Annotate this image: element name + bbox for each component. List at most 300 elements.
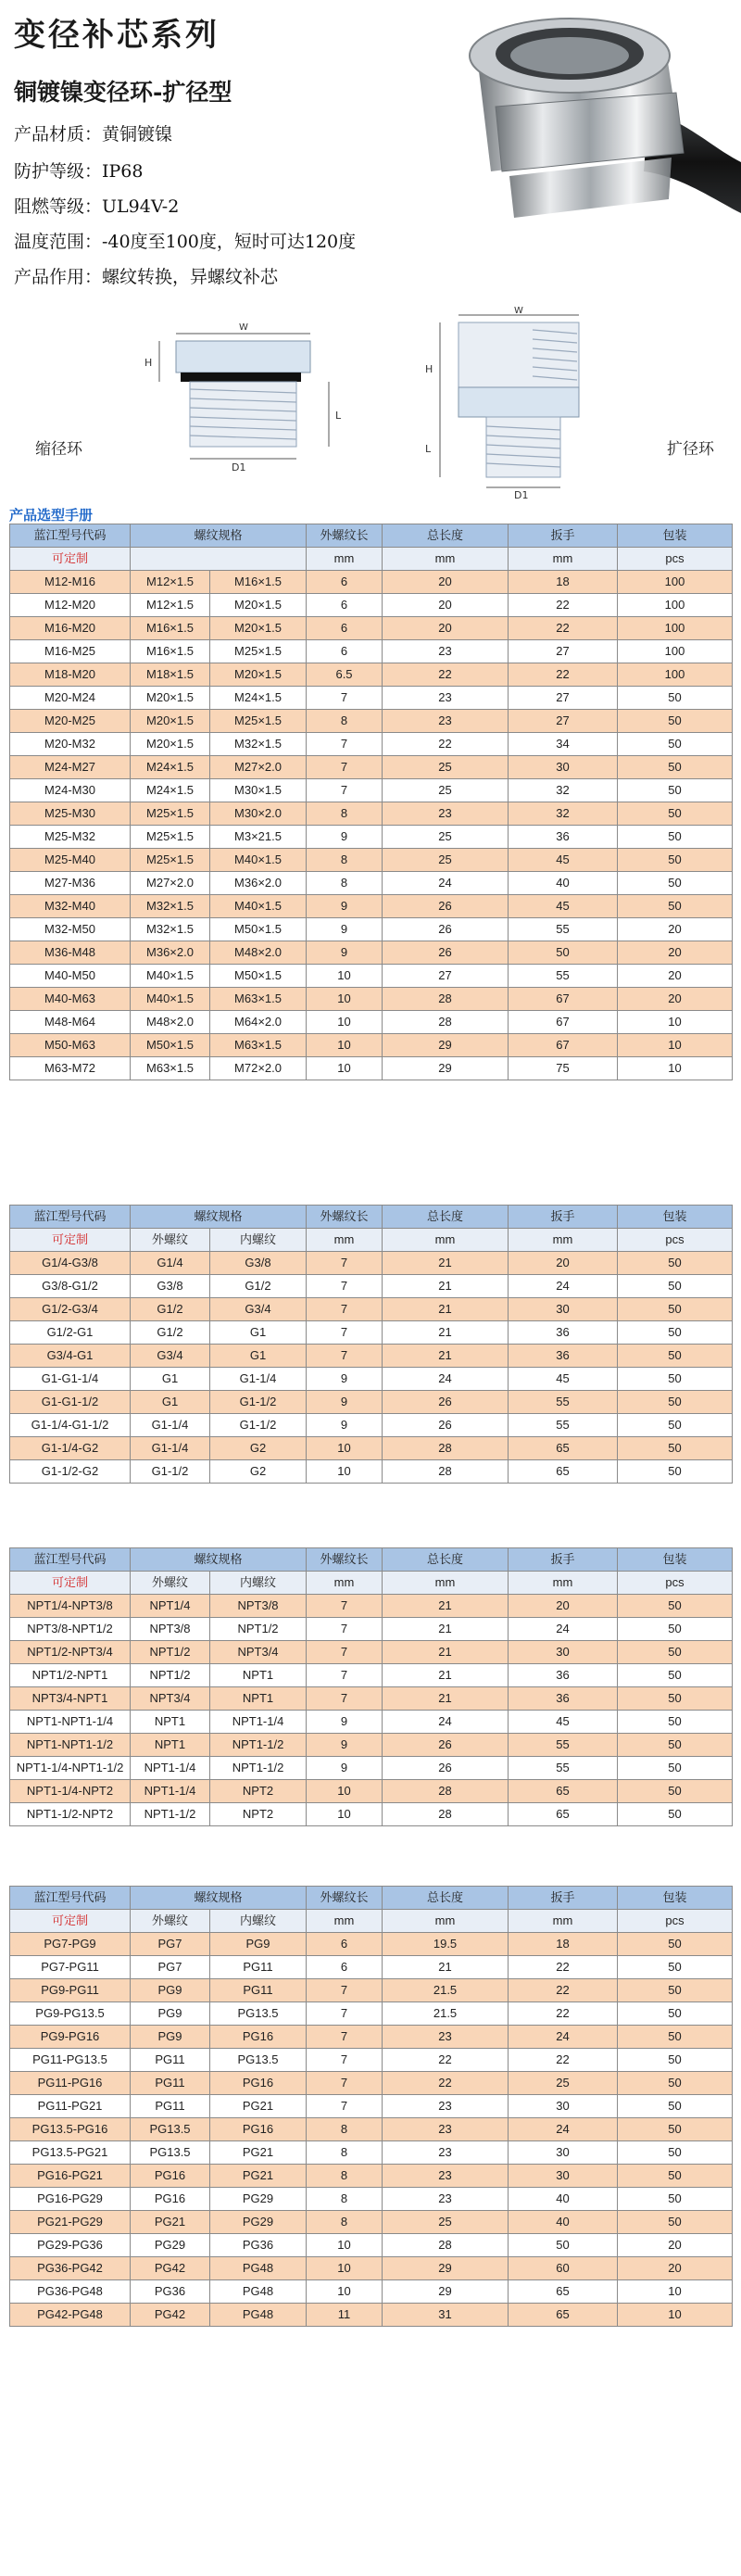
table-row	[10, 2118, 733, 2141]
inner-thread-cell: PG13.5	[210, 2002, 307, 2026]
custom-label: 可定制	[10, 548, 131, 571]
total-len-cell: 26	[383, 1734, 509, 1757]
model-cell: NPT1/2-NPT3/4	[10, 1641, 131, 1664]
header-wrench: 扳手	[509, 1887, 618, 1910]
pack-cell: 50	[618, 2049, 733, 2072]
total-len-cell: 23	[383, 687, 509, 710]
table-row	[10, 1979, 733, 2002]
header-pack: 包装	[618, 524, 733, 548]
inner-thread-cell: NPT1-1/2	[210, 1734, 307, 1757]
model-cell: M12-M20	[10, 594, 131, 617]
ext-len-cell: 9	[307, 1711, 383, 1734]
table-row	[10, 1391, 733, 1414]
outer-thread-cell: PG16	[131, 2188, 210, 2211]
outer-thread-cell: NPT1	[131, 1734, 210, 1757]
pack-cell: 100	[618, 617, 733, 640]
ext-len-cell: 9	[307, 1391, 383, 1414]
inner-thread-cell: G2	[210, 1460, 307, 1484]
spec-label: 产品材质：	[14, 124, 103, 145]
total-len-cell: 21	[383, 1595, 509, 1618]
inner-thread-cell: M24×1.5	[210, 687, 307, 710]
header-model: 蓝江型号代码	[10, 1206, 131, 1229]
pack-cell: 50	[618, 895, 733, 918]
total-len-cell: 29	[383, 2257, 509, 2280]
outer-thread-cell: M18×1.5	[131, 663, 210, 687]
header-outer: 外螺纹	[131, 1910, 210, 1933]
model-cell: M20-M25	[10, 710, 131, 733]
model-cell: PG16-PG21	[10, 2165, 131, 2188]
model-cell: G1-1/4-G2	[10, 1437, 131, 1460]
ext-len-cell: 7	[307, 1252, 383, 1275]
pack-cell: 50	[618, 1803, 733, 1826]
table-row	[10, 2095, 733, 2118]
pack-cell: 50	[618, 710, 733, 733]
total-len-cell: 21	[383, 1687, 509, 1711]
ext-len-cell: 10	[307, 2234, 383, 2257]
table-header-row	[10, 1887, 733, 1910]
model-cell: M40-M50	[10, 965, 131, 988]
inner-thread-cell: PG16	[210, 2072, 307, 2095]
spec-value: UL94V-2	[102, 196, 180, 217]
outer-thread-cell: M12×1.5	[131, 571, 210, 594]
wrench-cell: 65	[509, 2280, 618, 2304]
thread-sub-empty	[131, 548, 307, 571]
inner-thread-cell: M72×2.0	[210, 1057, 307, 1080]
pack-cell: 50	[618, 1618, 733, 1641]
ext-len-cell: 7	[307, 2049, 383, 2072]
header-model: 蓝江型号代码	[10, 524, 131, 548]
pack-cell: 10	[618, 1034, 733, 1057]
spec-material	[14, 120, 172, 145]
unit-mm: mm	[383, 1229, 509, 1252]
total-len-cell: 25	[383, 779, 509, 802]
wrench-cell: 67	[509, 1011, 618, 1034]
inner-thread-cell: M20×1.5	[210, 663, 307, 687]
inner-thread-cell: G3/4	[210, 1298, 307, 1321]
outer-thread-cell: PG16	[131, 2165, 210, 2188]
total-len-cell: 24	[383, 1711, 509, 1734]
model-cell: M12-M16	[10, 571, 131, 594]
table-row	[10, 779, 733, 802]
total-len-cell: 22	[383, 663, 509, 687]
model-cell: NPT3/8-NPT1/2	[10, 1618, 131, 1641]
inner-thread-cell: G1	[210, 1321, 307, 1345]
wrench-cell: 67	[509, 988, 618, 1011]
unit-mm: mm	[509, 1910, 618, 1933]
pack-cell: 50	[618, 1711, 733, 1734]
table-row	[10, 849, 733, 872]
wrench-cell: 24	[509, 1618, 618, 1641]
total-len-cell: 22	[383, 733, 509, 756]
ext-len-cell: 7	[307, 1298, 383, 1321]
model-cell: NPT1-1/4-NPT1-1/2	[10, 1757, 131, 1780]
table-row	[10, 1734, 733, 1757]
wrench-cell: 30	[509, 756, 618, 779]
header-wrench: 扳手	[509, 524, 618, 548]
table-row	[10, 733, 733, 756]
outer-thread-cell: PG21	[131, 2211, 210, 2234]
table-row	[10, 2188, 733, 2211]
spec-value: IP68	[102, 161, 144, 182]
outer-thread-cell: PG13.5	[131, 2141, 210, 2165]
wrench-cell: 22	[509, 663, 618, 687]
outer-thread-cell: PG9	[131, 2026, 210, 2049]
table-row	[10, 1664, 733, 1687]
reducer-caption: 缩径环	[35, 440, 82, 459]
model-cell: M25-M30	[10, 802, 131, 826]
total-len-cell: 21	[383, 1252, 509, 1275]
inner-thread-cell: PG16	[210, 2026, 307, 2049]
pack-cell: 100	[618, 663, 733, 687]
total-len-cell: 23	[383, 2165, 509, 2188]
outer-thread-cell: G1/4	[131, 1252, 210, 1275]
wrench-cell: 24	[509, 2118, 618, 2141]
header-inner: 内螺纹	[210, 1572, 307, 1595]
ext-len-cell: 6.5	[307, 663, 383, 687]
outer-thread-cell: M36×2.0	[131, 941, 210, 965]
outer-thread-cell: NPT1-1/4	[131, 1780, 210, 1803]
pack-cell: 50	[618, 1595, 733, 1618]
inner-thread-cell: PG48	[210, 2257, 307, 2280]
inner-thread-cell: PG29	[210, 2211, 307, 2234]
total-len-cell: 20	[383, 594, 509, 617]
outer-thread-cell: PG42	[131, 2257, 210, 2280]
unit-mm: mm	[383, 548, 509, 571]
outer-thread-cell: G3/8	[131, 1275, 210, 1298]
wrench-cell: 45	[509, 849, 618, 872]
metric-table	[9, 524, 733, 1080]
ext-len-cell: 9	[307, 1414, 383, 1437]
ext-len-cell: 8	[307, 2141, 383, 2165]
unit-mm: mm	[383, 1910, 509, 1933]
wrench-cell: 40	[509, 2188, 618, 2211]
inner-thread-cell: PG21	[210, 2141, 307, 2165]
model-cell: M63-M72	[10, 1057, 131, 1080]
wrench-cell: 65	[509, 1460, 618, 1484]
wrench-cell: 30	[509, 2095, 618, 2118]
table-row	[10, 1780, 733, 1803]
reducer-diagram	[139, 315, 352, 473]
pack-cell: 50	[618, 1780, 733, 1803]
total-len-cell: 29	[383, 1034, 509, 1057]
header-inner: 内螺纹	[210, 1229, 307, 1252]
total-len-cell: 28	[383, 1460, 509, 1484]
inner-thread-cell: M20×1.5	[210, 617, 307, 640]
table-row	[10, 617, 733, 640]
wrench-cell: 50	[509, 941, 618, 965]
wrench-cell: 30	[509, 2141, 618, 2165]
ext-len-cell: 10	[307, 2257, 383, 2280]
table-row	[10, 756, 733, 779]
outer-thread-cell: M25×1.5	[131, 802, 210, 826]
table-row	[10, 1321, 733, 1345]
wrench-cell: 60	[509, 2257, 618, 2280]
model-cell: M18-M20	[10, 663, 131, 687]
model-cell: M24-M30	[10, 779, 131, 802]
header-model: 蓝江型号代码	[10, 1548, 131, 1572]
model-cell: PG9-PG13.5	[10, 2002, 131, 2026]
inner-thread-cell: PG36	[210, 2234, 307, 2257]
dim-w-label: W	[239, 322, 248, 333]
pack-cell: 50	[618, 1979, 733, 2002]
total-len-cell: 20	[383, 571, 509, 594]
pack-cell: 50	[618, 1734, 733, 1757]
pack-cell: 50	[618, 733, 733, 756]
header-pack: 包装	[618, 1548, 733, 1572]
unit-pcs: pcs	[618, 1910, 733, 1933]
pack-cell: 50	[618, 1321, 733, 1345]
model-cell: G1-1/4-G1-1/2	[10, 1414, 131, 1437]
ext-len-cell: 7	[307, 1345, 383, 1368]
ext-len-cell: 7	[307, 1275, 383, 1298]
outer-thread-cell: PG9	[131, 1979, 210, 2002]
model-cell: NPT1-1/4-NPT2	[10, 1780, 131, 1803]
ext-len-cell: 7	[307, 1664, 383, 1687]
total-len-cell: 21	[383, 1275, 509, 1298]
dim-w-label: W	[514, 306, 523, 316]
header-thread-spec: 螺纹规格	[131, 524, 307, 548]
total-len-cell: 23	[383, 2141, 509, 2165]
total-len-cell: 21.5	[383, 1979, 509, 2002]
inner-thread-cell: G1-1/2	[210, 1391, 307, 1414]
table-row	[10, 1368, 733, 1391]
ext-len-cell: 7	[307, 756, 383, 779]
model-cell: G1-G1-1/4	[10, 1368, 131, 1391]
unit-pcs: pcs	[618, 1229, 733, 1252]
wrench-cell: 27	[509, 640, 618, 663]
table-row	[10, 687, 733, 710]
header-inner: 内螺纹	[210, 1910, 307, 1933]
ext-len-cell: 7	[307, 2026, 383, 2049]
wrench-cell: 34	[509, 733, 618, 756]
outer-thread-cell: M24×1.5	[131, 779, 210, 802]
pack-cell: 50	[618, 2095, 733, 2118]
ext-len-cell: 6	[307, 617, 383, 640]
inner-thread-cell: M30×2.0	[210, 802, 307, 826]
ext-len-cell: 7	[307, 733, 383, 756]
outer-thread-cell: NPT1/4	[131, 1595, 210, 1618]
dim-d1-label: D1	[514, 489, 529, 500]
inner-thread-cell: G1-1/4	[210, 1368, 307, 1391]
pack-cell: 50	[618, 756, 733, 779]
unit-mm: mm	[509, 1229, 618, 1252]
ext-len-cell: 8	[307, 2118, 383, 2141]
header-thread-spec: 螺纹规格	[131, 1887, 307, 1910]
inner-thread-cell: G1/2	[210, 1275, 307, 1298]
total-len-cell: 23	[383, 2188, 509, 2211]
dim-h-label: H	[144, 357, 153, 369]
unit-mm: mm	[383, 1572, 509, 1595]
inner-thread-cell: M25×1.5	[210, 710, 307, 733]
unit-mm: mm	[307, 548, 383, 571]
pack-cell: 50	[618, 1437, 733, 1460]
table-row	[10, 1641, 733, 1664]
total-len-cell: 21	[383, 1321, 509, 1345]
table-row	[10, 1057, 733, 1080]
table-subheader-row	[10, 1572, 733, 1595]
total-len-cell: 26	[383, 1757, 509, 1780]
pack-cell: 50	[618, 1275, 733, 1298]
pack-cell: 10	[618, 1057, 733, 1080]
table-row	[10, 1345, 733, 1368]
outer-thread-cell: PG11	[131, 2049, 210, 2072]
pack-cell: 20	[618, 918, 733, 941]
table-row	[10, 1011, 733, 1034]
ext-len-cell: 7	[307, 1595, 383, 1618]
wrench-cell: 30	[509, 1298, 618, 1321]
product-subtitle: 铜镀镍变径环-扩径型	[14, 79, 232, 106]
unit-mm: mm	[307, 1910, 383, 1933]
table-row	[10, 1595, 733, 1618]
outer-thread-cell: G1-1/4	[131, 1414, 210, 1437]
total-len-cell: 28	[383, 988, 509, 1011]
table-row	[10, 1437, 733, 1460]
wrench-cell: 22	[509, 1956, 618, 1979]
inner-thread-cell: NPT1	[210, 1687, 307, 1711]
pack-cell: 50	[618, 1414, 733, 1437]
table-row	[10, 872, 733, 895]
outer-thread-cell: M32×1.5	[131, 895, 210, 918]
model-cell: PG11-PG21	[10, 2095, 131, 2118]
wrench-cell: 36	[509, 826, 618, 849]
ext-len-cell: 8	[307, 2211, 383, 2234]
pack-cell: 50	[618, 2141, 733, 2165]
custom-label: 可定制	[10, 1572, 131, 1595]
wrench-cell: 36	[509, 1321, 618, 1345]
inner-thread-cell: M36×2.0	[210, 872, 307, 895]
wrench-cell: 36	[509, 1687, 618, 1711]
model-cell: PG36-PG48	[10, 2280, 131, 2304]
table-row	[10, 710, 733, 733]
inner-thread-cell: PG48	[210, 2280, 307, 2304]
section-title: 产品选型手册	[9, 507, 94, 524]
table-row	[10, 1956, 733, 1979]
pack-cell: 100	[618, 594, 733, 617]
outer-thread-cell: M32×1.5	[131, 918, 210, 941]
inner-thread-cell: M32×1.5	[210, 733, 307, 756]
total-len-cell: 31	[383, 2304, 509, 2327]
table-row	[10, 1460, 733, 1484]
spec-label: 防护等级：	[14, 161, 103, 182]
ext-len-cell: 9	[307, 1757, 383, 1780]
outer-thread-cell: NPT3/4	[131, 1687, 210, 1711]
inner-thread-cell: NPT1-1/2	[210, 1757, 307, 1780]
header-outer: 外螺纹	[131, 1572, 210, 1595]
product-header	[0, 0, 741, 500]
pack-cell: 20	[618, 965, 733, 988]
pg-thread-table	[9, 1886, 733, 2327]
total-len-cell: 26	[383, 941, 509, 965]
ext-len-cell: 10	[307, 1057, 383, 1080]
wrench-cell: 22	[509, 594, 618, 617]
custom-label: 可定制	[10, 1229, 131, 1252]
unit-mm: mm	[307, 1229, 383, 1252]
inner-thread-cell: PG48	[210, 2304, 307, 2327]
outer-thread-cell: G1	[131, 1391, 210, 1414]
model-cell: PG11-PG13.5	[10, 2049, 131, 2072]
total-len-cell: 27	[383, 965, 509, 988]
wrench-cell: 55	[509, 1757, 618, 1780]
ext-len-cell: 9	[307, 941, 383, 965]
table-row	[10, 965, 733, 988]
model-cell: G1-G1-1/2	[10, 1391, 131, 1414]
total-len-cell: 21	[383, 1641, 509, 1664]
header-outer: 外螺纹	[131, 1229, 210, 1252]
ext-len-cell: 7	[307, 687, 383, 710]
outer-thread-cell: PG7	[131, 1933, 210, 1956]
model-cell: M16-M25	[10, 640, 131, 663]
total-len-cell: 21	[383, 1664, 509, 1687]
ext-len-cell: 8	[307, 872, 383, 895]
header-ext-len: 外螺纹长	[307, 1206, 383, 1229]
wrench-cell: 65	[509, 1780, 618, 1803]
pack-cell: 10	[618, 2280, 733, 2304]
model-cell: NPT1/2-NPT1	[10, 1664, 131, 1687]
ext-len-cell: 9	[307, 918, 383, 941]
model-cell: PG42-PG48	[10, 2304, 131, 2327]
model-cell: G1/4-G3/8	[10, 1252, 131, 1275]
outer-thread-cell: NPT1/2	[131, 1664, 210, 1687]
table-row	[10, 640, 733, 663]
outer-thread-cell: M12×1.5	[131, 594, 210, 617]
wrench-cell: 36	[509, 1664, 618, 1687]
ext-len-cell: 9	[307, 1734, 383, 1757]
pack-cell: 50	[618, 802, 733, 826]
table-row	[10, 594, 733, 617]
table-row	[10, 2211, 733, 2234]
ext-len-cell: 8	[307, 849, 383, 872]
spec-protection	[14, 158, 143, 183]
pack-cell: 50	[618, 849, 733, 872]
pack-cell: 50	[618, 687, 733, 710]
ext-len-cell: 6	[307, 1956, 383, 1979]
outer-thread-cell: M20×1.5	[131, 687, 210, 710]
total-len-cell: 23	[383, 2095, 509, 2118]
inner-thread-cell: PG16	[210, 2118, 307, 2141]
pack-cell: 50	[618, 1757, 733, 1780]
dim-l-label: L	[335, 410, 342, 422]
inner-thread-cell: M63×1.5	[210, 1034, 307, 1057]
total-len-cell: 23	[383, 802, 509, 826]
inner-thread-cell: PG13.5	[210, 2049, 307, 2072]
table-row	[10, 1252, 733, 1275]
wrench-cell: 22	[509, 1979, 618, 2002]
ext-len-cell: 7	[307, 1687, 383, 1711]
inner-thread-cell: PG9	[210, 1933, 307, 1956]
table-row	[10, 988, 733, 1011]
table-row	[10, 571, 733, 594]
wrench-cell: 40	[509, 872, 618, 895]
wrench-cell: 55	[509, 1414, 618, 1437]
unit-mm: mm	[509, 548, 618, 571]
outer-thread-cell: G1/2	[131, 1298, 210, 1321]
inner-thread-cell: PG29	[210, 2188, 307, 2211]
ext-len-cell: 7	[307, 779, 383, 802]
ext-len-cell: 7	[307, 2072, 383, 2095]
total-len-cell: 20	[383, 617, 509, 640]
outer-thread-cell: G1	[131, 1368, 210, 1391]
custom-label: 可定制	[10, 1910, 131, 1933]
pack-cell: 100	[618, 571, 733, 594]
wrench-cell: 75	[509, 1057, 618, 1080]
wrench-cell: 22	[509, 2002, 618, 2026]
table-header-row	[10, 524, 733, 548]
wrench-cell: 27	[509, 687, 618, 710]
total-len-cell: 28	[383, 1437, 509, 1460]
ext-len-cell: 10	[307, 1034, 383, 1057]
inner-thread-cell: M40×1.5	[210, 895, 307, 918]
inner-thread-cell: G2	[210, 1437, 307, 1460]
